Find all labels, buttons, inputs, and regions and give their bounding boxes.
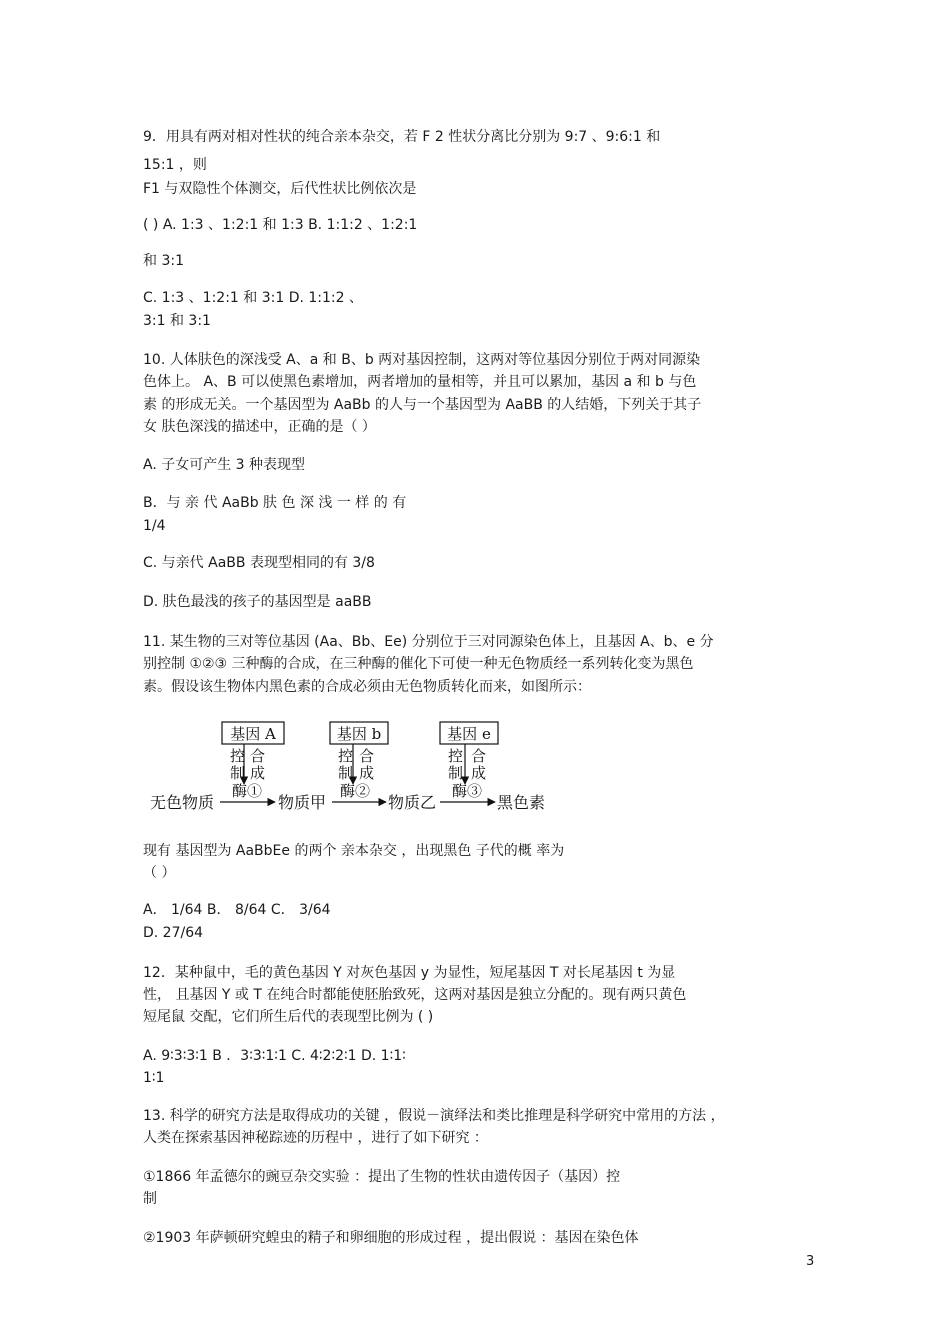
text-line: F1 与双隐性个体测交，后代性状比例依次是 (143, 181, 417, 197)
text-line: D. 27/64 (143, 925, 204, 941)
text-line: 11. 某生物的三对等位基因 (Aa、Bb、Ee) 分别位于三对同源染色体上，且基因 A、b、e 分 (143, 634, 714, 650)
text-line: ①1866 年孟德尔的豌豆杂交实验 ：提出了生物的性状由遗传因子（基因）控 (143, 1169, 621, 1185)
text-line: ( ) A. 1:3 、1:2:1 和 1:3 B. 1:1:2 、1:2:1 (143, 217, 418, 233)
gene-label: 基因 b (336, 725, 382, 743)
text-line: A． 1/64 B． 8/64 C． 3/64 (143, 902, 331, 918)
enzyme-label: 酶① (232, 782, 263, 800)
enzyme-label: 酶② (340, 782, 371, 800)
control-label: 制 (338, 764, 354, 782)
text-line: 短尾鼠 交配，它们所生后代的表现型比例为 ( ) (143, 1009, 434, 1025)
synthesis-label: 合 (250, 747, 266, 765)
text-line: A. 9∶3∶3∶1 B ．3∶3∶1∶1 C. 4∶2∶2∶1 D. 1∶1∶ (143, 1048, 406, 1064)
text-line: 1/4 (143, 518, 166, 534)
text-line: 1∶1 (143, 1070, 165, 1086)
gene-label: 基因 e (447, 725, 491, 743)
control-label: 制 (448, 764, 464, 782)
page-number: 3 (806, 1254, 815, 1269)
text-line: 人类在探索基因神秘踪迹的历程中 ，进行了如下研究 ： (143, 1130, 488, 1146)
control-label: 控 (338, 747, 354, 765)
enzyme-label: 酶③ (452, 782, 483, 800)
synthesis-label: 合 (359, 747, 375, 765)
text-line: 性， 且基因 Y 或 T 在纯合时都能使胚胎致死，这两对基因是独立分配的。现有两只黄色 (143, 987, 687, 1003)
text-line: ②1903 年萨顿研究蝗虫的精子和卵细胞的形成过程 ，提出假说 ：基因在染色体 (143, 1230, 639, 1246)
synthesis-label: 合 (471, 747, 487, 765)
text-line: B．与 亲 代 AaBb 肤 色 深 浅 一 样 的 有 (143, 495, 407, 511)
text-line: 现有 基因型为 AaBbEe 的两个 亲本杂交 ，出现黑色 子代的概 率为 (143, 843, 565, 859)
text-line: （ ） (143, 865, 176, 881)
text-line: 女 肤色深浅的描述中，正确的是（ ） (143, 419, 376, 435)
text-line: 和 3:1 (143, 253, 184, 269)
text-line: 10. 人体肤色的深浅受 A、a 和 B、b 两对基因控制，这两对等位基因分别位于两对同源染 (143, 352, 701, 368)
substance-label: 黑色素 (497, 793, 546, 812)
pigment-pathway-diagram (150, 720, 570, 820)
text-line: 素 的形成无关。一个基因型为 AaBb 的人与一个基因型为 AaBB 的人结婚，下列关于其子 (143, 397, 702, 413)
text-line: 素。假设该生物体内黑色素的合成必须由无色物质转化而来，如图所示： (143, 679, 591, 695)
control-label: 控 (448, 747, 464, 765)
text-line: 9．用具有两对相对性状的纯合亲本杂交，若 F 2 性状分离比分别为 9:7 、9:6:1 和 (143, 129, 661, 145)
text-line: C. 与亲代 AaBB 表现型相同的有 3/8 (143, 555, 375, 571)
synthesis-label: 成 (250, 764, 266, 782)
text-line: C. 1:3 、1:2:1 和 3:1 D. 1:1:2 、 (143, 290, 363, 306)
control-label: 制 (230, 764, 246, 782)
text-line: A. 子女可产生 3 种表现型 (143, 457, 306, 473)
synthesis-label: 成 (359, 764, 375, 782)
text-line: 色体上。 A、B 可以使黑色素增加，两者增加的量相等，并且可以累加，基因 a 和 b 与色 (143, 374, 697, 390)
text-line: 别控制 ①②③ 三种酶的合成，在三种酶的催化下可使一种无色物质经一系列转化变为黑色 (143, 656, 694, 672)
gene-label: 基因 A (230, 725, 276, 743)
control-label: 控 (230, 747, 246, 765)
text-line: D. 肤色最浅的孩子的基因型是 aaBB (143, 594, 372, 610)
text-line: 3:1 和 3:1 (143, 313, 211, 329)
text-line: 13. 科学的研究方法是取得成功的关键 ，假说－演绎法和类比推理是科学研究中常用的方法 ， (143, 1108, 725, 1124)
substance-label: 物质乙 (388, 793, 437, 812)
text-line: 15:1 ，则 (143, 157, 207, 173)
text-line: 12．某种鼠中，毛的黄色基因 Y 对灰色基因 y 为显性，短尾基因 T 对长尾基因 t 为显 (143, 965, 676, 981)
substance-label: 无色物质 (150, 793, 215, 812)
synthesis-label: 成 (471, 764, 487, 782)
substance-label: 物质甲 (278, 793, 327, 812)
text-line: 制 (143, 1191, 157, 1207)
